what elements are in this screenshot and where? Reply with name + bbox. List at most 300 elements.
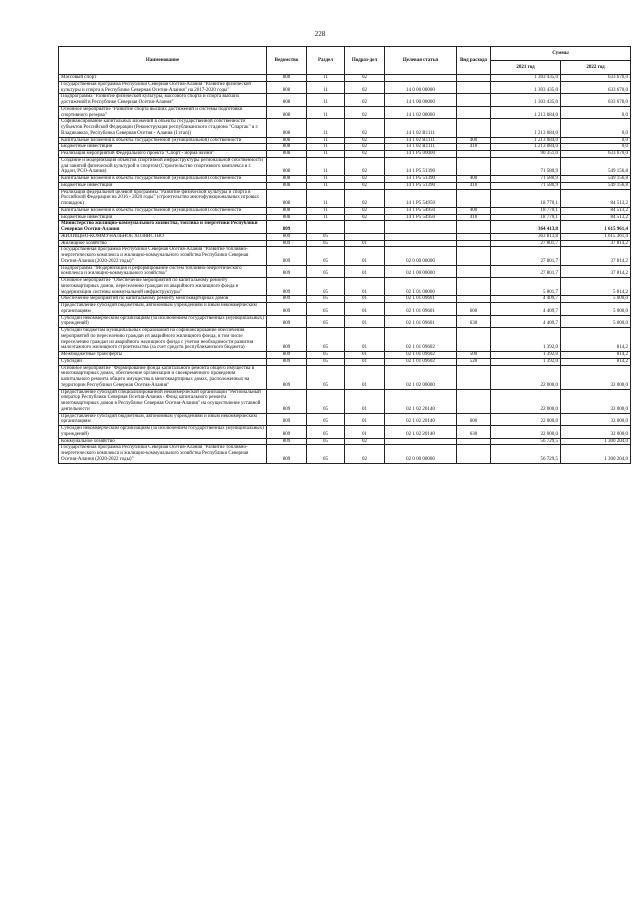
cell-section (307, 221, 345, 234)
cell-dept: 809 (267, 389, 307, 413)
cell-subsection: 01 (345, 426, 385, 439)
header-target: Целевая статья (385, 47, 457, 75)
cell-exptype: 630 (457, 315, 491, 328)
cell-subsection: 02 (345, 151, 385, 158)
cell-dept: 808 (267, 189, 307, 207)
cell-2021: 18 770,1 (491, 189, 561, 207)
cell-dept: 808 (267, 144, 307, 151)
cell-exptype: 410 (457, 144, 491, 151)
cell-name: Бюджетные инвестиции (59, 144, 267, 151)
cell-2022: 5 000,0 (561, 296, 631, 303)
cell-section: 05 (307, 233, 345, 240)
table-row (59, 365, 631, 389)
table-row (59, 144, 631, 151)
cell-2021: 5 801,7 (491, 278, 561, 296)
cell-exptype: 400 (457, 176, 491, 183)
cell-dept: 809 (267, 296, 307, 303)
cell-section: 05 (307, 389, 345, 413)
cell-subsection: 02 (345, 119, 385, 137)
table-row (59, 296, 631, 303)
cell-section: 05 (307, 426, 345, 439)
cell-2021: 1 303 435,0 (491, 94, 561, 107)
cell-target: 14 1 P5 00000 (385, 151, 457, 158)
cell-subsection: 01 (345, 315, 385, 328)
cell-exptype (457, 106, 491, 119)
cell-subsection: 02 (345, 94, 385, 107)
cell-dept: 809 (267, 240, 307, 247)
table-row (59, 233, 631, 240)
cell-dept: 809 (267, 358, 307, 365)
table-row (59, 352, 631, 359)
cell-subsection: 02 (345, 207, 385, 214)
cell-name: Основное мероприятие "Формирование фонда капитального ремонта общего имущества в многоквартирных домах, обеспечение организации и своевременного проведения капитального ремонта общего имущества в многоквартирных домах, расположенных на территории Республики Северная Осетия-Алания" (59, 365, 267, 389)
cell-subsection: 01 (345, 278, 385, 296)
cell-dept: 808 (267, 106, 307, 119)
cell-target (385, 233, 457, 240)
cell-2022: 549 156,8 (561, 157, 631, 175)
cell-subsection: 02 (345, 182, 385, 189)
cell-section: 05 (307, 352, 345, 359)
table-row (59, 315, 631, 328)
cell-dept: 808 (267, 75, 307, 82)
table-row (59, 137, 631, 144)
cell-2022: 5 000,0 (561, 303, 631, 316)
cell-2021: 71 580,9 (491, 182, 561, 189)
cell-name: Министерство жилищно-коммунального хозяйства, топлива и энергетики Республики Северная Осетия-Алания (59, 221, 267, 234)
cell-name: Капитальные вложения в объекты государственной (муниципальной) собственности (59, 207, 267, 214)
cell-2022: 5 000,0 (561, 315, 631, 328)
cell-2022: 633 670,0 (561, 151, 631, 158)
cell-exptype: 400 (457, 207, 491, 214)
cell-section: 05 (307, 365, 345, 389)
cell-2021: 27 801,7 (491, 247, 561, 265)
cell-subsection: 02 (345, 157, 385, 175)
cell-subsection (345, 221, 385, 234)
table-row (59, 221, 631, 234)
cell-subsection: 02 (345, 75, 385, 82)
cell-section: 05 (307, 413, 345, 426)
cell-2022: 1 300 204,0 (561, 438, 631, 445)
cell-target (385, 240, 457, 247)
cell-2021: 56 729,5 (491, 438, 561, 445)
cell-dept: 808 (267, 157, 307, 175)
cell-exptype: 500 (457, 352, 491, 359)
cell-dept: 809 (267, 315, 307, 328)
cell-exptype (457, 189, 491, 207)
cell-section: 05 (307, 438, 345, 445)
cell-2022: 1 615 361,4 (561, 233, 631, 240)
cell-section: 11 (307, 94, 345, 107)
cell-2022: 633 670,0 (561, 75, 631, 82)
cell-exptype (457, 445, 491, 463)
cell-2022: 0,0 (561, 144, 631, 151)
cell-dept: 808 (267, 176, 307, 183)
cell-name: Капитальные вложения в объекты государственной (муниципальной) собственности (59, 137, 267, 144)
cell-dept: 808 (267, 151, 307, 158)
cell-2022: 32 000,0 (561, 426, 631, 439)
cell-section: 05 (307, 247, 345, 265)
cell-2022: 32 000,0 (561, 389, 631, 413)
cell-exptype (457, 328, 491, 352)
cell-target: 14 1 02 R1111 (385, 137, 457, 144)
cell-2021: 1 213 084,0 (491, 119, 561, 137)
cell-exptype (457, 151, 491, 158)
cell-dept: 809 (267, 328, 307, 352)
header-name: Наименование (59, 47, 267, 75)
cell-name: Массовый спорт (59, 75, 267, 82)
cell-2021: 90 351,0 (491, 151, 561, 158)
cell-target: 02 1 02 20140 (385, 413, 457, 426)
cell-2022: 84 513,2 (561, 207, 631, 214)
cell-exptype: 600 (457, 303, 491, 316)
table-row (59, 81, 631, 94)
table-row (59, 189, 631, 207)
cell-name: Субсидии бюджетам муниципальных образований на софинансирование обеспечения мероприятий по переселению граждан из аварийного жилищного фонда, в том числе переселению граждан из аварийного жилищного фонда с учетом необходимости развития малоэтажного жилищного строительства (за счет средств республиканского бюджета) (59, 328, 267, 352)
cell-exptype (457, 438, 491, 445)
cell-dept: 808 (267, 137, 307, 144)
cell-2021: 1 213 084,0 (491, 106, 561, 119)
cell-section: 11 (307, 182, 345, 189)
table-row (59, 157, 631, 175)
cell-name: ЖИЛИЩНО-КОММУНАЛЬНОЕ ХОЗЯЙСТВО (59, 233, 267, 240)
cell-name: Создание и модернизация объектов спортивной инфраструктуры региональной собственности для занятий физической культурой и спортом (Строительство спортивного комплекса в г. Ардон, РСО-Алания) (59, 157, 267, 175)
cell-dept: 809 (267, 278, 307, 296)
cell-exptype: 630 (457, 426, 491, 439)
cell-2021: 22 000,0 (491, 413, 561, 426)
cell-dept: 808 (267, 214, 307, 221)
cell-target (385, 221, 457, 234)
cell-target: 14 0 00 00000 (385, 81, 457, 94)
page-number: 228 (314, 30, 326, 38)
cell-exptype (457, 94, 491, 107)
cell-2021: 27 801,7 (491, 265, 561, 278)
cell-2021: 1 213 084,0 (491, 144, 561, 151)
cell-dept: 808 (267, 207, 307, 214)
table-row (59, 75, 631, 82)
cell-exptype: 400 (457, 137, 491, 144)
cell-dept: 809 (267, 438, 307, 445)
cell-target: 02 1 01 09601 (385, 296, 457, 303)
cell-2021: 71 580,9 (491, 176, 561, 183)
cell-target: 14 1 02 R1111 (385, 144, 457, 151)
cell-dept: 809 (267, 303, 307, 316)
header-dept: Ведомство (267, 47, 307, 75)
cell-name: Подпрограмма "Модернизация и реформирование систем топливно-энергетического комплекса и жилищно-коммунального хозяйства" (59, 265, 267, 278)
cell-subsection: 01 (345, 328, 385, 352)
cell-section: 11 (307, 119, 345, 137)
cell-name: Государственная программа Республики Северная Осетия-Алания "Развитие топливно-энергетического комплекса и жилищно-коммунального хозяйства Республики Северная Осетия-Алания (2020-2022 годы)" (59, 247, 267, 265)
cell-name: Основное мероприятие "Обеспечение мероприятий по капитальному ремонту многоквартирных домов, переселению граждан из аварийного жилищного фонда и модернизации системы коммунальной инфраструктуры" (59, 278, 267, 296)
cell-2022: 814,2 (561, 328, 631, 352)
cell-2021: 18 770,1 (491, 214, 561, 221)
cell-2022: 0,0 (561, 119, 631, 137)
cell-name: Субсидии некоммерческим организациям (за исключением государственных (муниципальных) учреждений) (59, 426, 267, 439)
table-body (59, 75, 631, 464)
cell-target: 14 1 P5 51390 (385, 157, 457, 175)
cell-2021: 1 392,0 (491, 328, 561, 352)
cell-2021: 1 392,0 (491, 352, 561, 359)
cell-section: 11 (307, 176, 345, 183)
table-row (59, 303, 631, 316)
table-row (59, 426, 631, 439)
cell-2021: 22 000,0 (491, 389, 561, 413)
cell-section: 05 (307, 328, 345, 352)
cell-dept: 809 (267, 265, 307, 278)
cell-name: Государственная программа Республики Северная Осетия-Алания "Развитие топливно-энергетического комплекса и жилищно-коммунального хозяйства Республики Северная Осетия-Алания (2020-2022 годы)" (59, 445, 267, 463)
cell-2021: 4 409,7 (491, 303, 561, 316)
cell-target (385, 438, 457, 445)
table-row (59, 247, 631, 265)
cell-target: 02 1 01 09601 (385, 315, 457, 328)
table-row (59, 240, 631, 247)
cell-exptype (457, 296, 491, 303)
cell-section: 05 (307, 240, 345, 247)
cell-section: 11 (307, 137, 345, 144)
cell-target: 02 1 01 09602 (385, 358, 457, 365)
table-row (59, 207, 631, 214)
cell-target: 02 1 02 20140 (385, 426, 457, 439)
cell-2021: 363 813,8 (491, 233, 561, 240)
table-row (59, 176, 631, 183)
cell-2021: 1 213 084,0 (491, 137, 561, 144)
cell-name: Софинансирование капитальных вложений в объекты государственной собственности субъектов Российской Федерации (Реконструкция республиканского стадиона "Спартак" в г. Владикавказ, Республика Северная Осетия - Алания (I этап)) (59, 119, 267, 137)
cell-section: 11 (307, 144, 345, 151)
cell-subsection: 01 (345, 413, 385, 426)
cell-target: 02 1 00 00000 (385, 265, 457, 278)
cell-subsection: 02 (345, 81, 385, 94)
cell-2022: 1 300 204,0 (561, 445, 631, 463)
cell-2022: 0,0 (561, 106, 631, 119)
cell-2022: 1 615 961,4 (561, 221, 631, 234)
cell-exptype: 410 (457, 214, 491, 221)
cell-dept: 809 (267, 221, 307, 234)
header-sums: Суммы (491, 47, 631, 61)
cell-2022: 814,2 (561, 358, 631, 365)
table-row (59, 106, 631, 119)
cell-target: 02 1 01 09602 (385, 352, 457, 359)
table-row (59, 413, 631, 426)
cell-name: Бюджетные инвестиции (59, 182, 267, 189)
table-row (59, 182, 631, 189)
table-row (59, 119, 631, 137)
cell-subsection: 02 (345, 176, 385, 183)
cell-section: 05 (307, 358, 345, 365)
cell-exptype (457, 265, 491, 278)
header-section: Раздел (307, 47, 345, 75)
header-2021: 2021 год (491, 61, 561, 75)
cell-dept: 808 (267, 94, 307, 107)
cell-subsection: 02 (345, 214, 385, 221)
cell-2022: 84 513,2 (561, 214, 631, 221)
cell-2021: 4 409,7 (491, 315, 561, 328)
cell-exptype: 410 (457, 182, 491, 189)
cell-target: 14 1 00 00000 (385, 94, 457, 107)
cell-subsection: 02 (345, 438, 385, 445)
cell-2022: 814,2 (561, 352, 631, 359)
cell-name: Предоставление субсидий специализированной некоммерческой организации "Региональный оператор Республики Северная Осетия-Алания - Фонд капитального ремонта многоквартирных домов в Республике Северная Осетия-Алания" на осуществление уставной деятельности (59, 389, 267, 413)
cell-target: 02 1 01 09602 (385, 328, 457, 352)
cell-section: 11 (307, 207, 345, 214)
cell-2021: 71 580,9 (491, 157, 561, 175)
cell-exptype: 600 (457, 413, 491, 426)
cell-2022: 32 000,0 (561, 365, 631, 389)
header-2022: 2022 год (561, 61, 631, 75)
cell-2022: 549 156,8 (561, 182, 631, 189)
cell-2021: 1 303 435,0 (491, 81, 561, 94)
cell-name: Государственная программа Республики Северная Осетия-Алания "Развитие физической культуры и спорта в Республике Северная Осетия-Алания" на 2017-2020 годы" (59, 81, 267, 94)
cell-2021: 18 770,1 (491, 207, 561, 214)
cell-name: Подпрограмма "Развитие физической культуры, массового спорта и спорта высших достижений в Республике Северная Осетия-Алания" (59, 94, 267, 107)
cell-name: Субсидии некоммерческим организациям (за исключением государственных (муниципальных) учреждений) (59, 315, 267, 328)
cell-target: 02 1 02 00000 (385, 365, 457, 389)
table-row (59, 328, 631, 352)
cell-2022: 32 000,0 (561, 413, 631, 426)
cell-subsection: 01 (345, 352, 385, 359)
table-row (59, 214, 631, 221)
cell-dept: 808 (267, 81, 307, 94)
table-row (59, 358, 631, 365)
cell-target: 02 1 01 00000 (385, 278, 457, 296)
cell-exptype (457, 81, 491, 94)
cell-target: 02 1 02 20140 (385, 389, 457, 413)
cell-dept: 809 (267, 247, 307, 265)
cell-subsection: 01 (345, 358, 385, 365)
cell-subsection: 01 (345, 389, 385, 413)
cell-exptype (457, 278, 491, 296)
cell-dept: 809 (267, 233, 307, 240)
cell-2022: 0,0 (561, 137, 631, 144)
cell-2022: 633 670,0 (561, 94, 631, 107)
cell-target: 14 1 P5 54950 (385, 189, 457, 207)
cell-section: 11 (307, 151, 345, 158)
cell-section: 05 (307, 303, 345, 316)
cell-target: 14 1 P5 54950 (385, 214, 457, 221)
table-row (59, 389, 631, 413)
cell-name: Обеспечение мероприятий по капитальному ремонту многоквартирных домов (59, 296, 267, 303)
cell-target: 14 1 02 00000 (385, 106, 457, 119)
cell-target (385, 75, 457, 82)
cell-section: 11 (307, 157, 345, 175)
cell-2021: 22 000,0 (491, 365, 561, 389)
cell-name: Межбюджетные трансферты (59, 352, 267, 359)
cell-dept: 809 (267, 445, 307, 463)
cell-section: 05 (307, 296, 345, 303)
cell-exptype (457, 221, 491, 234)
cell-2022: 549 156,8 (561, 176, 631, 183)
cell-exptype (457, 75, 491, 82)
cell-target: 02 0 00 00000 (385, 445, 457, 463)
cell-name: Капитальные вложения в объекты государственной (муниципальной) собственности (59, 176, 267, 183)
cell-name: Реализация мероприятий Федерального проекта "Спорт - норма жизни" (59, 151, 267, 158)
cell-section: 05 (307, 315, 345, 328)
cell-2021: 56 729,5 (491, 445, 561, 463)
cell-2022: 37 814,2 (561, 240, 631, 247)
table-row (59, 438, 631, 445)
cell-exptype: 520 (457, 358, 491, 365)
cell-subsection: 01 (345, 303, 385, 316)
cell-2022: 37 814,2 (561, 265, 631, 278)
cell-dept: 808 (267, 119, 307, 137)
cell-subsection: 01 (345, 296, 385, 303)
cell-target: 14 1 P5 51390 (385, 182, 457, 189)
cell-2021: 364 413,8 (491, 221, 561, 234)
cell-name: Предоставление субсидий бюджетным, автономным учреждениям и иным некоммерческим организациям (59, 413, 267, 426)
cell-section: 11 (307, 75, 345, 82)
cell-dept: 809 (267, 413, 307, 426)
cell-section: 05 (307, 445, 345, 463)
cell-dept: 809 (267, 426, 307, 439)
cell-target: 14 1 02 R1111 (385, 119, 457, 137)
table-row (59, 278, 631, 296)
cell-subsection: 02 (345, 445, 385, 463)
cell-2021: 22 000,0 (491, 426, 561, 439)
cell-section: 11 (307, 106, 345, 119)
table-row (59, 445, 631, 463)
cell-section: 05 (307, 278, 345, 296)
cell-name: Коммунальное хозяйство (59, 438, 267, 445)
cell-2021: 27 801,7 (491, 240, 561, 247)
table-row (59, 151, 631, 158)
cell-dept: 809 (267, 352, 307, 359)
cell-2021: 1 392,0 (491, 358, 561, 365)
cell-2022: 84 513,2 (561, 189, 631, 207)
table-row (59, 94, 631, 107)
cell-subsection: 01 (345, 265, 385, 278)
cell-2021: 4 409,7 (491, 296, 561, 303)
cell-target: 14 1 P5 51390 (385, 176, 457, 183)
cell-section: 05 (307, 265, 345, 278)
cell-section: 11 (307, 81, 345, 94)
cell-target: 14 1 P5 54950 (385, 207, 457, 214)
cell-exptype (457, 233, 491, 240)
cell-dept: 809 (267, 365, 307, 389)
cell-subsection: 02 (345, 189, 385, 207)
cell-2022: 633 670,0 (561, 81, 631, 94)
cell-name: Бюджетные инвестиции (59, 214, 267, 221)
cell-subsection: 02 (345, 106, 385, 119)
cell-name: Реализация федеральной целевой программы "Развитие физической культуры и спорта в Российской Федерации на 2016 - 2020 годы" (строительство многофункциональных игровых площадок) (59, 189, 267, 207)
header-subsection: Подраз-дел (345, 47, 385, 75)
cell-name: Основное мероприятие "Развитие спорта высших достижений и системы подготовки спортивного резерва" (59, 106, 267, 119)
cell-name: Предоставление субсидий бюджетным, автономным учреждениям и иным некоммерческим организациям (59, 303, 267, 316)
cell-subsection: 01 (345, 365, 385, 389)
cell-section: 11 (307, 214, 345, 221)
cell-subsection: 02 (345, 137, 385, 144)
cell-exptype (457, 389, 491, 413)
header-exptype: Вид расхода (457, 47, 491, 75)
cell-exptype (457, 365, 491, 389)
cell-2021: 1 303 435,0 (491, 75, 561, 82)
cell-subsection: 01 (345, 240, 385, 247)
cell-name: Субсидии (59, 358, 267, 365)
cell-subsection: 01 (345, 247, 385, 265)
table-row (59, 265, 631, 278)
cell-target: 02 0 00 00000 (385, 247, 457, 265)
cell-section: 11 (307, 189, 345, 207)
cell-exptype (457, 240, 491, 247)
cell-exptype (457, 119, 491, 137)
cell-subsection: 02 (345, 144, 385, 151)
cell-target: 02 1 01 09601 (385, 303, 457, 316)
cell-2022: 5 814,2 (561, 278, 631, 296)
cell-name: Жилищное хозяйство (59, 240, 267, 247)
cell-exptype (457, 157, 491, 175)
cell-2022: 37 814,2 (561, 247, 631, 265)
budget-table (58, 46, 631, 464)
cell-exptype (457, 247, 491, 265)
cell-dept: 808 (267, 182, 307, 189)
cell-subsection (345, 233, 385, 240)
